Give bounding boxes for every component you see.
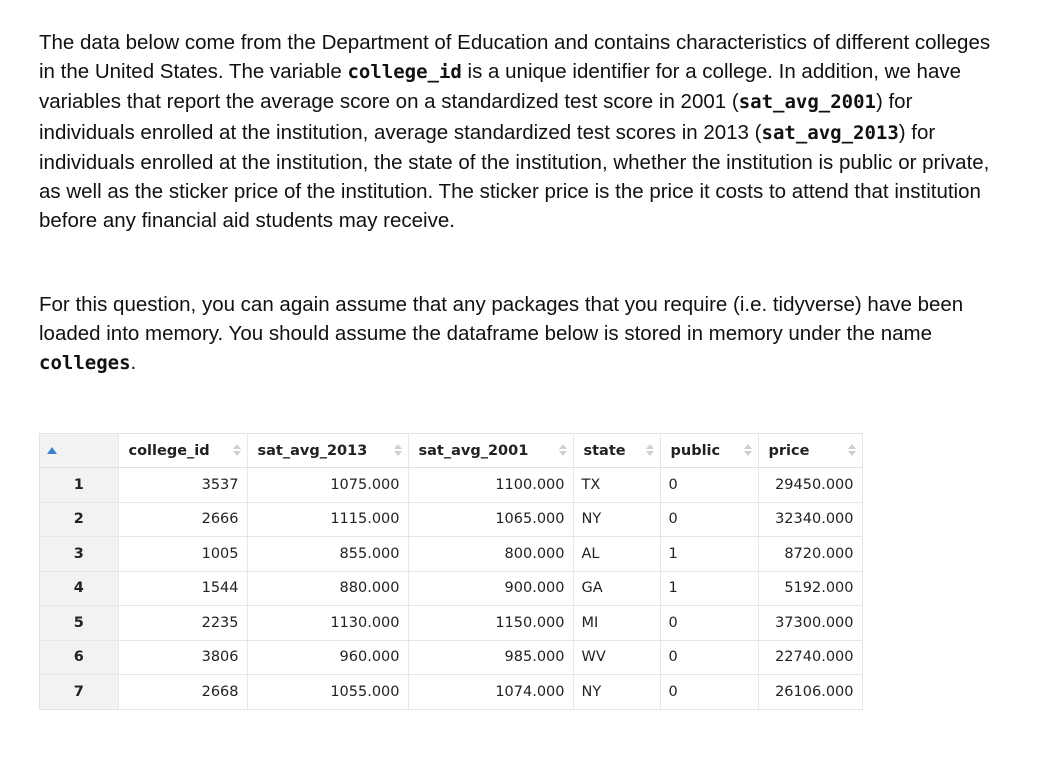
cell-sat-avg-2001: 1150.000 — [408, 606, 573, 641]
intro-paragraph-2 — [39, 290, 999, 379]
table-row — [40, 502, 862, 537]
table-row — [40, 606, 862, 641]
cell-sat-avg-2001: 1074.000 — [408, 675, 573, 710]
cell-public: 1 — [660, 571, 758, 606]
paragraph-text: The data below come from the Department of Education and contains characteristics of different colleges in the United States. The variable — [39, 31, 996, 84]
column-header-label: state — [583, 442, 626, 459]
column-header-price[interactable] — [758, 434, 862, 468]
inline-code: sat_avg_2013 — [761, 121, 899, 144]
paragraph-text: . — [130, 351, 137, 375]
table-row — [40, 571, 862, 606]
sort-icon — [646, 444, 654, 456]
data-viewer — [39, 433, 863, 710]
row-number: 1 — [40, 468, 118, 503]
column-header-college-id[interactable] — [118, 434, 247, 468]
column-header-label: public — [670, 442, 721, 459]
inline-code: sat_avg_2001 — [738, 91, 876, 114]
column-header-label: college_id — [128, 442, 210, 459]
cell-state: AL — [573, 537, 660, 572]
colleges-table — [40, 433, 863, 710]
row-number: 3 — [40, 537, 118, 572]
table-row — [40, 640, 862, 675]
column-header-label: price — [768, 442, 810, 459]
cell-sat-avg-2001: 800.000 — [408, 537, 573, 572]
column-header-public[interactable] — [660, 434, 758, 468]
cell-college-id: 2666 — [118, 502, 247, 537]
cell-sat-avg-2013: 880.000 — [247, 571, 408, 606]
sort-icon — [233, 444, 241, 456]
cell-price: 26106.000 — [758, 675, 862, 710]
column-header-sat-avg-2013[interactable] — [247, 434, 408, 468]
row-number: 5 — [40, 606, 118, 641]
cell-price: 37300.000 — [758, 606, 862, 641]
cell-state: WV — [573, 640, 660, 675]
table-header-row — [40, 434, 862, 468]
column-header-sat-avg-2001[interactable] — [408, 434, 573, 468]
cell-state: TX — [573, 468, 660, 503]
cell-college-id: 2668 — [118, 675, 247, 710]
row-number: 7 — [40, 675, 118, 710]
cell-college-id: 1005 — [118, 537, 247, 572]
cell-state: NY — [573, 675, 660, 710]
cell-state: MI — [573, 606, 660, 641]
row-number: 2 — [40, 502, 118, 537]
cell-public: 0 — [660, 675, 758, 710]
row-number: 6 — [40, 640, 118, 675]
sort-icon — [744, 444, 752, 456]
table-row — [40, 537, 862, 572]
cell-sat-avg-2001: 1065.000 — [408, 502, 573, 537]
table-row — [40, 468, 862, 503]
column-header-state[interactable] — [573, 434, 660, 468]
cell-sat-avg-2013: 1130.000 — [247, 606, 408, 641]
table-row — [40, 675, 862, 710]
paragraph-text: For this question, you can again assume that any packages that you require (i.e. tidyverse) have been loaded into memory. You should assume the dataframe below is stored in memory under the name — [39, 293, 969, 346]
row-number: 4 — [40, 571, 118, 606]
row-index-header[interactable] — [40, 434, 118, 468]
cell-public: 0 — [660, 606, 758, 641]
sort-icon — [394, 444, 402, 456]
cell-public: 1 — [660, 537, 758, 572]
column-header-label: sat_avg_2013 — [257, 442, 368, 459]
cell-college-id: 1544 — [118, 571, 247, 606]
cell-college-id: 2235 — [118, 606, 247, 641]
cell-sat-avg-2001: 1100.000 — [408, 468, 573, 503]
cell-sat-avg-2013: 1075.000 — [247, 468, 408, 503]
cell-price: 8720.000 — [758, 537, 862, 572]
cell-sat-avg-2001: 985.000 — [408, 640, 573, 675]
cell-public: 0 — [660, 502, 758, 537]
cell-college-id: 3537 — [118, 468, 247, 503]
cell-college-id: 3806 — [118, 640, 247, 675]
paragraph-text: ) for individuals enrolled at the institution, the state of the institution, whether the institution is public or private, as well as the sticker price of the institution. The sticker price is the price it costs to attend that institution before any financial aid students may receive. — [39, 120, 996, 233]
column-header-label: sat_avg_2001 — [418, 442, 529, 459]
cell-sat-avg-2001: 900.000 — [408, 571, 573, 606]
cell-sat-avg-2013: 1055.000 — [247, 675, 408, 710]
cell-price: 22740.000 — [758, 640, 862, 675]
cell-state: GA — [573, 571, 660, 606]
cell-sat-avg-2013: 855.000 — [247, 537, 408, 572]
cell-public: 0 — [660, 640, 758, 675]
inline-code: colleges — [39, 352, 131, 375]
cell-sat-avg-2013: 1115.000 — [247, 502, 408, 537]
sort-icon — [559, 444, 567, 456]
cell-sat-avg-2013: 960.000 — [247, 640, 408, 675]
cell-price: 29450.000 — [758, 468, 862, 503]
paragraph-text: is a unique identifier for a college. In addition, we have variables that report the average score on a standardized test score in 2001 ( — [39, 60, 967, 114]
cell-public: 0 — [660, 468, 758, 503]
inline-code: college_id — [347, 61, 462, 84]
cell-price: 5192.000 — [758, 571, 862, 606]
cell-price: 32340.000 — [758, 502, 862, 537]
sort-ascending-icon — [47, 447, 57, 454]
sort-icon — [848, 444, 856, 456]
intro-paragraph-1 — [39, 28, 999, 235]
paragraph-text: ) for individuals enrolled at the institution, average standardized test scores in 2013 ( — [39, 90, 919, 144]
cell-state: NY — [573, 502, 660, 537]
